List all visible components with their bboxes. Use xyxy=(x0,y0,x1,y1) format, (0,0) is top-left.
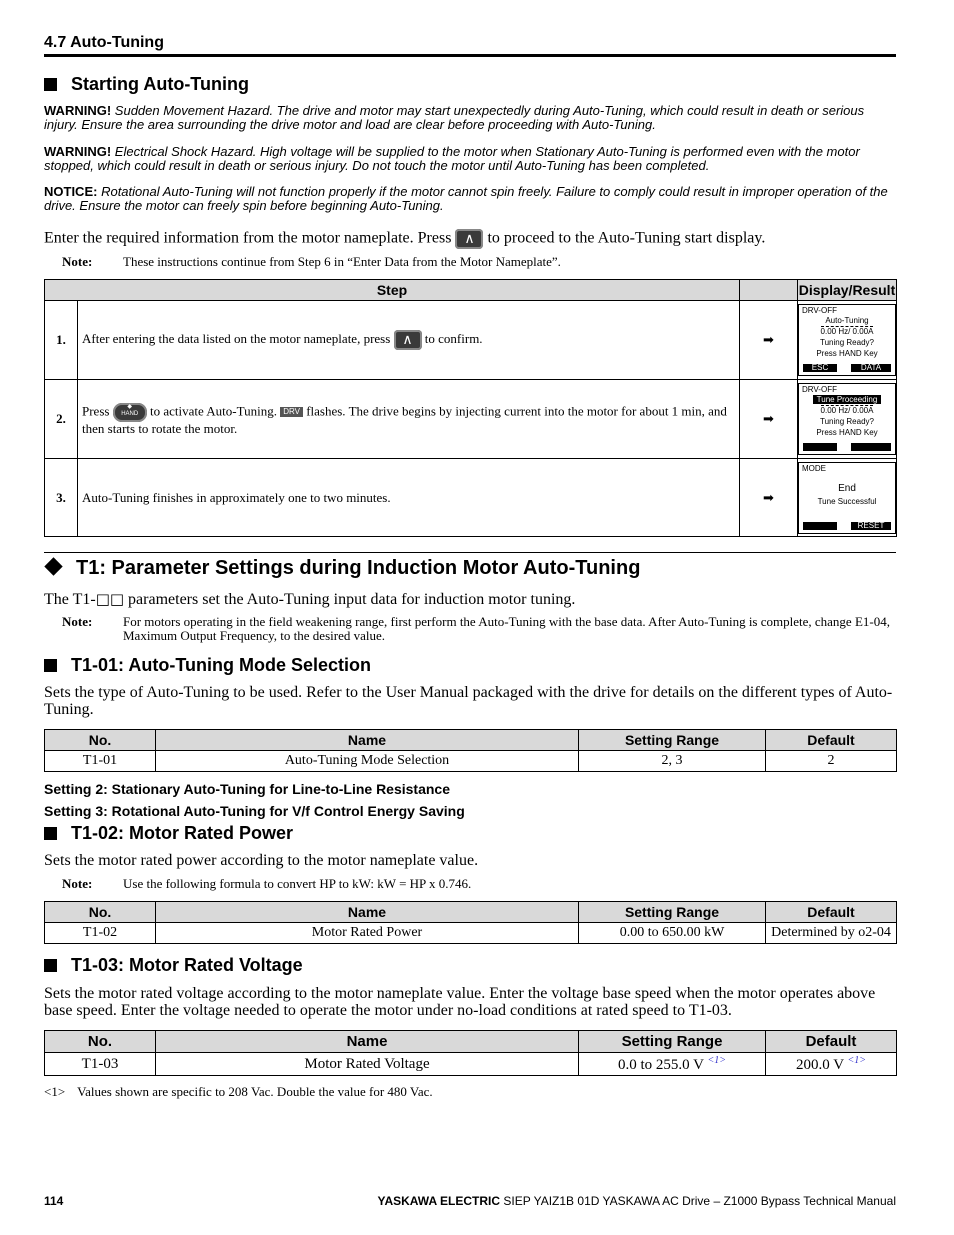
parameter-table xyxy=(44,1030,897,1076)
square-bullet-icon xyxy=(44,78,57,91)
warning-text: Sudden Movement Hazard. The drive and motor may start unexpectedly during Auto-Tuning, which could result in death or serious injury. Ensure the area surrounding the drive motor and load are clear before proceeding with Auto-Tuning. xyxy=(44,103,865,132)
lcd-cell xyxy=(798,380,897,459)
drv-indicator: DRV xyxy=(280,407,303,417)
lcd-line: Tune Successful xyxy=(817,496,877,506)
setting-heading: Setting 3: Rotational Auto-Tuning for V/f Control Energy Saving xyxy=(44,803,465,819)
lcd-line: Tuning Ready? xyxy=(820,338,874,347)
t1-01-description: Sets the type of Auto-Tuning to be used. Refer to the User Manual packaged with the drive for details on the different types of Auto-Tuning. xyxy=(44,684,893,718)
column-header: Display/Result xyxy=(798,280,897,301)
warning-text: Electrical Shock Hazard. High voltage will be supplied to the motor when Stationary Auto-Tuning is performed even with the motor stopped, which could result in death or serious injury. Do not touch the motor until Auto-Tuning has been completed. xyxy=(44,144,860,173)
column-header: Step xyxy=(45,280,740,301)
step-number: 3. xyxy=(45,459,78,537)
square-bullet-icon xyxy=(44,959,57,972)
lcd-softkey-right xyxy=(851,443,891,451)
lcd-line: End xyxy=(838,482,856,494)
table-row: T1-02 Motor Rated Power 0.00 to 650.00 kW Determined by o2-04 xyxy=(45,923,897,944)
lcd-cell xyxy=(798,301,897,380)
table-row: T1-03 Motor Rated Voltage 0.0 to 255.0 V $^{<1>}$ 200.0 V $^{<1>}$ xyxy=(45,1053,897,1076)
diamond-bullet-icon xyxy=(44,557,62,575)
footer-brand: YASKAWA ELECTRIC xyxy=(377,1194,501,1208)
table-header-row: No. Name Setting Range Default xyxy=(45,1031,897,1053)
section-heading xyxy=(44,74,249,95)
lcd-line: Press HAND Key xyxy=(816,349,878,358)
lcd-softkey-data: DATA xyxy=(851,364,891,372)
lcd-display xyxy=(798,383,896,455)
lcd-softkey-left xyxy=(803,522,837,530)
section-heading: T1-01: Auto-Tuning Mode Selection xyxy=(44,655,371,676)
warning-block xyxy=(44,104,896,132)
notice-label: NOTICE: xyxy=(44,184,98,199)
section-title: Starting Auto-Tuning xyxy=(71,74,249,94)
footnote-ref[interactable]: <1> xyxy=(847,1054,867,1066)
parameter-table xyxy=(44,729,897,772)
lcd-line: Tuning Ready? xyxy=(820,417,874,426)
up-key-icon: ∧ xyxy=(455,229,483,249)
table-header-row xyxy=(45,280,897,301)
square-bullet-icon xyxy=(44,659,57,672)
note: Note: Use the following formula to convert HP to kW: kW = HP x 0.746. xyxy=(62,876,472,891)
steps-table xyxy=(44,279,897,537)
right-arrow-icon: ➡ xyxy=(740,459,798,537)
lcd-softkey-reset: RESET xyxy=(851,522,891,530)
notice-text: Rotational Auto-Tuning will not function properly if the motor cannot spin freely. Failure to comply could result in improper operation of the drive. Ensure the motor can freely spin before beginning Auto-Tuning. xyxy=(44,184,888,213)
warning-block xyxy=(44,145,896,173)
lcd-softkey-left xyxy=(803,443,837,451)
parameter-table xyxy=(44,901,897,944)
section-divider xyxy=(44,552,896,553)
lcd-softkey-esc: ESC xyxy=(803,364,837,372)
t1-02-description: Sets the motor rated power according to the motor nameplate value. xyxy=(44,852,479,869)
subheading-title: T1: Parameter Settings during Induction Motor Auto-Tuning xyxy=(76,557,641,579)
lcd-line: Auto-Tuning xyxy=(825,316,869,325)
section-heading: T1-02: Motor Rated Power xyxy=(44,823,293,844)
table-row xyxy=(45,459,897,537)
right-arrow-icon: ➡ xyxy=(740,301,798,380)
t1-intro: The T1-□□ parameters set the Auto-Tuning input data for induction motor tuning. xyxy=(44,590,576,608)
lcd-display xyxy=(798,462,896,534)
t1-03-description: Sets the motor rated voltage according to the motor nameplate value. Enter the voltage base speed when the motor operates above base speed. Enter the voltage needed to operate the motor under no-load conditions at rated speed to T1-03. xyxy=(44,985,876,1019)
lcd-cell xyxy=(798,459,897,537)
notice-block xyxy=(44,185,896,213)
setting-heading: Setting 2: Stationary Auto-Tuning for Line-to-Line Resistance xyxy=(44,781,451,797)
step-text: Press ◆ HAND to activate Auto-Tuning. DRV flashes. The drive begins by injecting current into the motor for about 1 min, and then starts to rotate the motor. xyxy=(78,380,740,459)
step-text: Auto-Tuning finishes in approximately one to two minutes. xyxy=(78,459,740,537)
table-header-row: No. Name Setting Range Default xyxy=(45,730,897,751)
up-key-icon: ∧ xyxy=(394,330,422,350)
warning-label: WARNING! xyxy=(44,144,112,159)
footnote-ref[interactable]: <1> xyxy=(707,1054,726,1066)
lcd-display xyxy=(798,304,896,376)
footer-doc-title: SIEP YAIZ1B 01D YASKAWA AC Drive – Z1000 Bypass Technical Manual xyxy=(500,1194,896,1208)
lcd-line: Press HAND Key xyxy=(816,428,878,437)
lcd-mode: MODE xyxy=(802,463,826,473)
step-text: After entering the data listed on the motor nameplate, press ∧ to confirm. xyxy=(78,301,740,380)
table-row xyxy=(45,380,897,459)
lcd-line: 0.00 Hz/ 0.00A xyxy=(820,406,874,415)
table-row: T1-01 Auto-Tuning Mode Selection 2, 3 2 xyxy=(45,751,897,772)
lcd-line: 0.00 Hz/ 0.00A xyxy=(820,327,874,336)
step-number: 1. xyxy=(45,301,78,380)
note: Note: These instructions continue from Step 6 in “Enter Data from the Motor Nameplate”. xyxy=(62,254,561,269)
lcd-line: Tune Proceeding xyxy=(813,395,882,404)
lcd-mode: DRV-OFF xyxy=(802,385,837,394)
footnote: <1> Values shown are specific to 208 Vac. Double the value for 480 Vac. xyxy=(44,1084,433,1099)
section-heading: T1-03: Motor Rated Voltage xyxy=(44,955,303,976)
page-number: 114 xyxy=(44,1194,64,1208)
chapter-subheading xyxy=(44,557,640,580)
table-row xyxy=(45,301,897,380)
step-number: 2. xyxy=(45,380,78,459)
intro-paragraph: Enter the required information from the motor nameplate. Press ∧ to proceed to the Auto-Tuning start display. xyxy=(44,229,766,247)
page-footer xyxy=(44,1194,896,1208)
table-header-row: No. Name Setting Range Default xyxy=(45,902,897,923)
square-bullet-icon xyxy=(44,827,57,840)
note: Note: For motors operating in the field weakening range, first perform the Auto-Tuning with the base data. After Auto-Tuning is complete, change E1-04, Maximum Output Frequency, to the desired value. xyxy=(62,614,890,643)
lcd-mode: DRV-OFF xyxy=(802,306,837,315)
hand-key-icon: ◆ HAND xyxy=(113,403,147,422)
running-header: 4.7 Auto-Tuning xyxy=(44,34,896,57)
warning-label: WARNING! xyxy=(44,103,112,118)
right-arrow-icon: ➡ xyxy=(740,380,798,459)
